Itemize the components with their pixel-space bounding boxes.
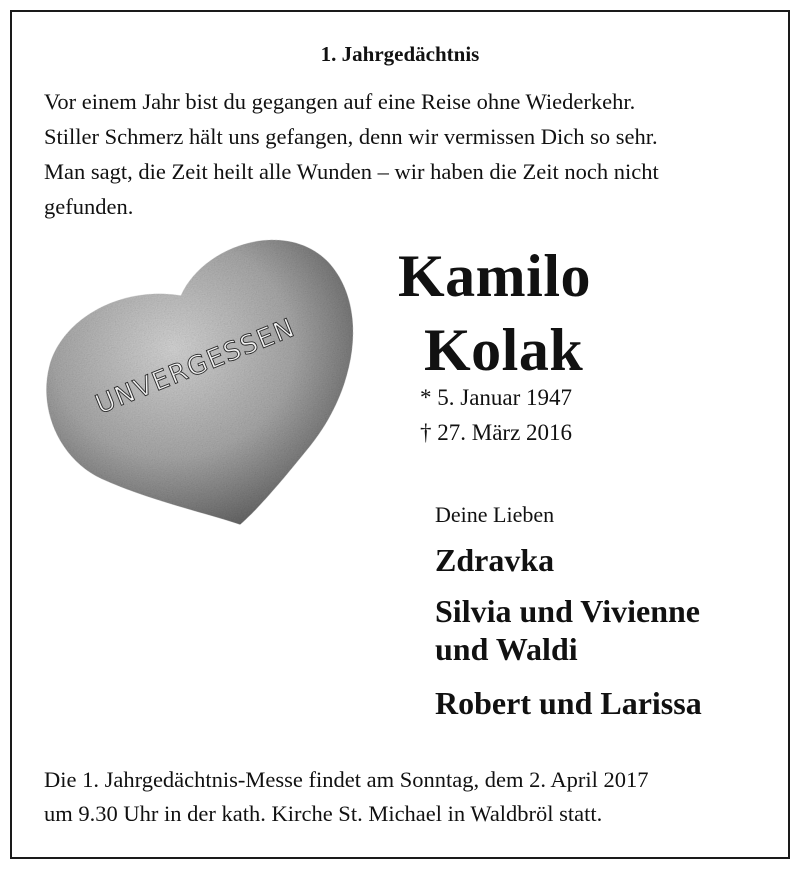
memorial-poem — [44, 84, 774, 224]
heart-engraving-text: UNVERGESSEN — [91, 312, 300, 421]
mass-notice — [44, 763, 774, 831]
poem-line: Vor einem Jahr bist du gegangen auf eine Reise ohne Wiederkehr. — [44, 89, 636, 114]
family-line: Robert und Larissa — [435, 685, 702, 721]
notice-line: um 9.30 Uhr in der kath. Kirche St. Michael in Waldbröl statt. — [44, 801, 603, 826]
deceased-last-name: Kolak — [424, 317, 584, 383]
birth-date: * 5. Januar 1947 — [420, 385, 573, 410]
family-line: Silvia und Vivienne — [435, 593, 700, 629]
poem-line: Man sagt, die Zeit heilt alle Wunden – wir haben die Zeit noch nicht — [44, 159, 659, 184]
poem-line: gefunden. — [44, 194, 134, 219]
family-line: Zdravka — [435, 542, 555, 578]
death-date: † 27. März 2016 — [420, 420, 573, 445]
deceased-first-name: Kamilo — [398, 243, 591, 309]
memorial-heading: 1. Jahrgedächtnis — [320, 42, 480, 66]
stone-heart-image — [40, 232, 362, 532]
stone-heart-icon — [40, 232, 362, 532]
poem-line: Stiller Schmerz hält uns gefangen, denn wir vermissen Dich so sehr. — [44, 124, 658, 149]
notice-line: Die 1. Jahrgedächtnis-Messe findet am Sonntag, dem 2. April 2017 — [44, 767, 649, 792]
signoff-text: Deine Lieben — [435, 502, 555, 527]
family-line: und Waldi — [435, 631, 578, 667]
